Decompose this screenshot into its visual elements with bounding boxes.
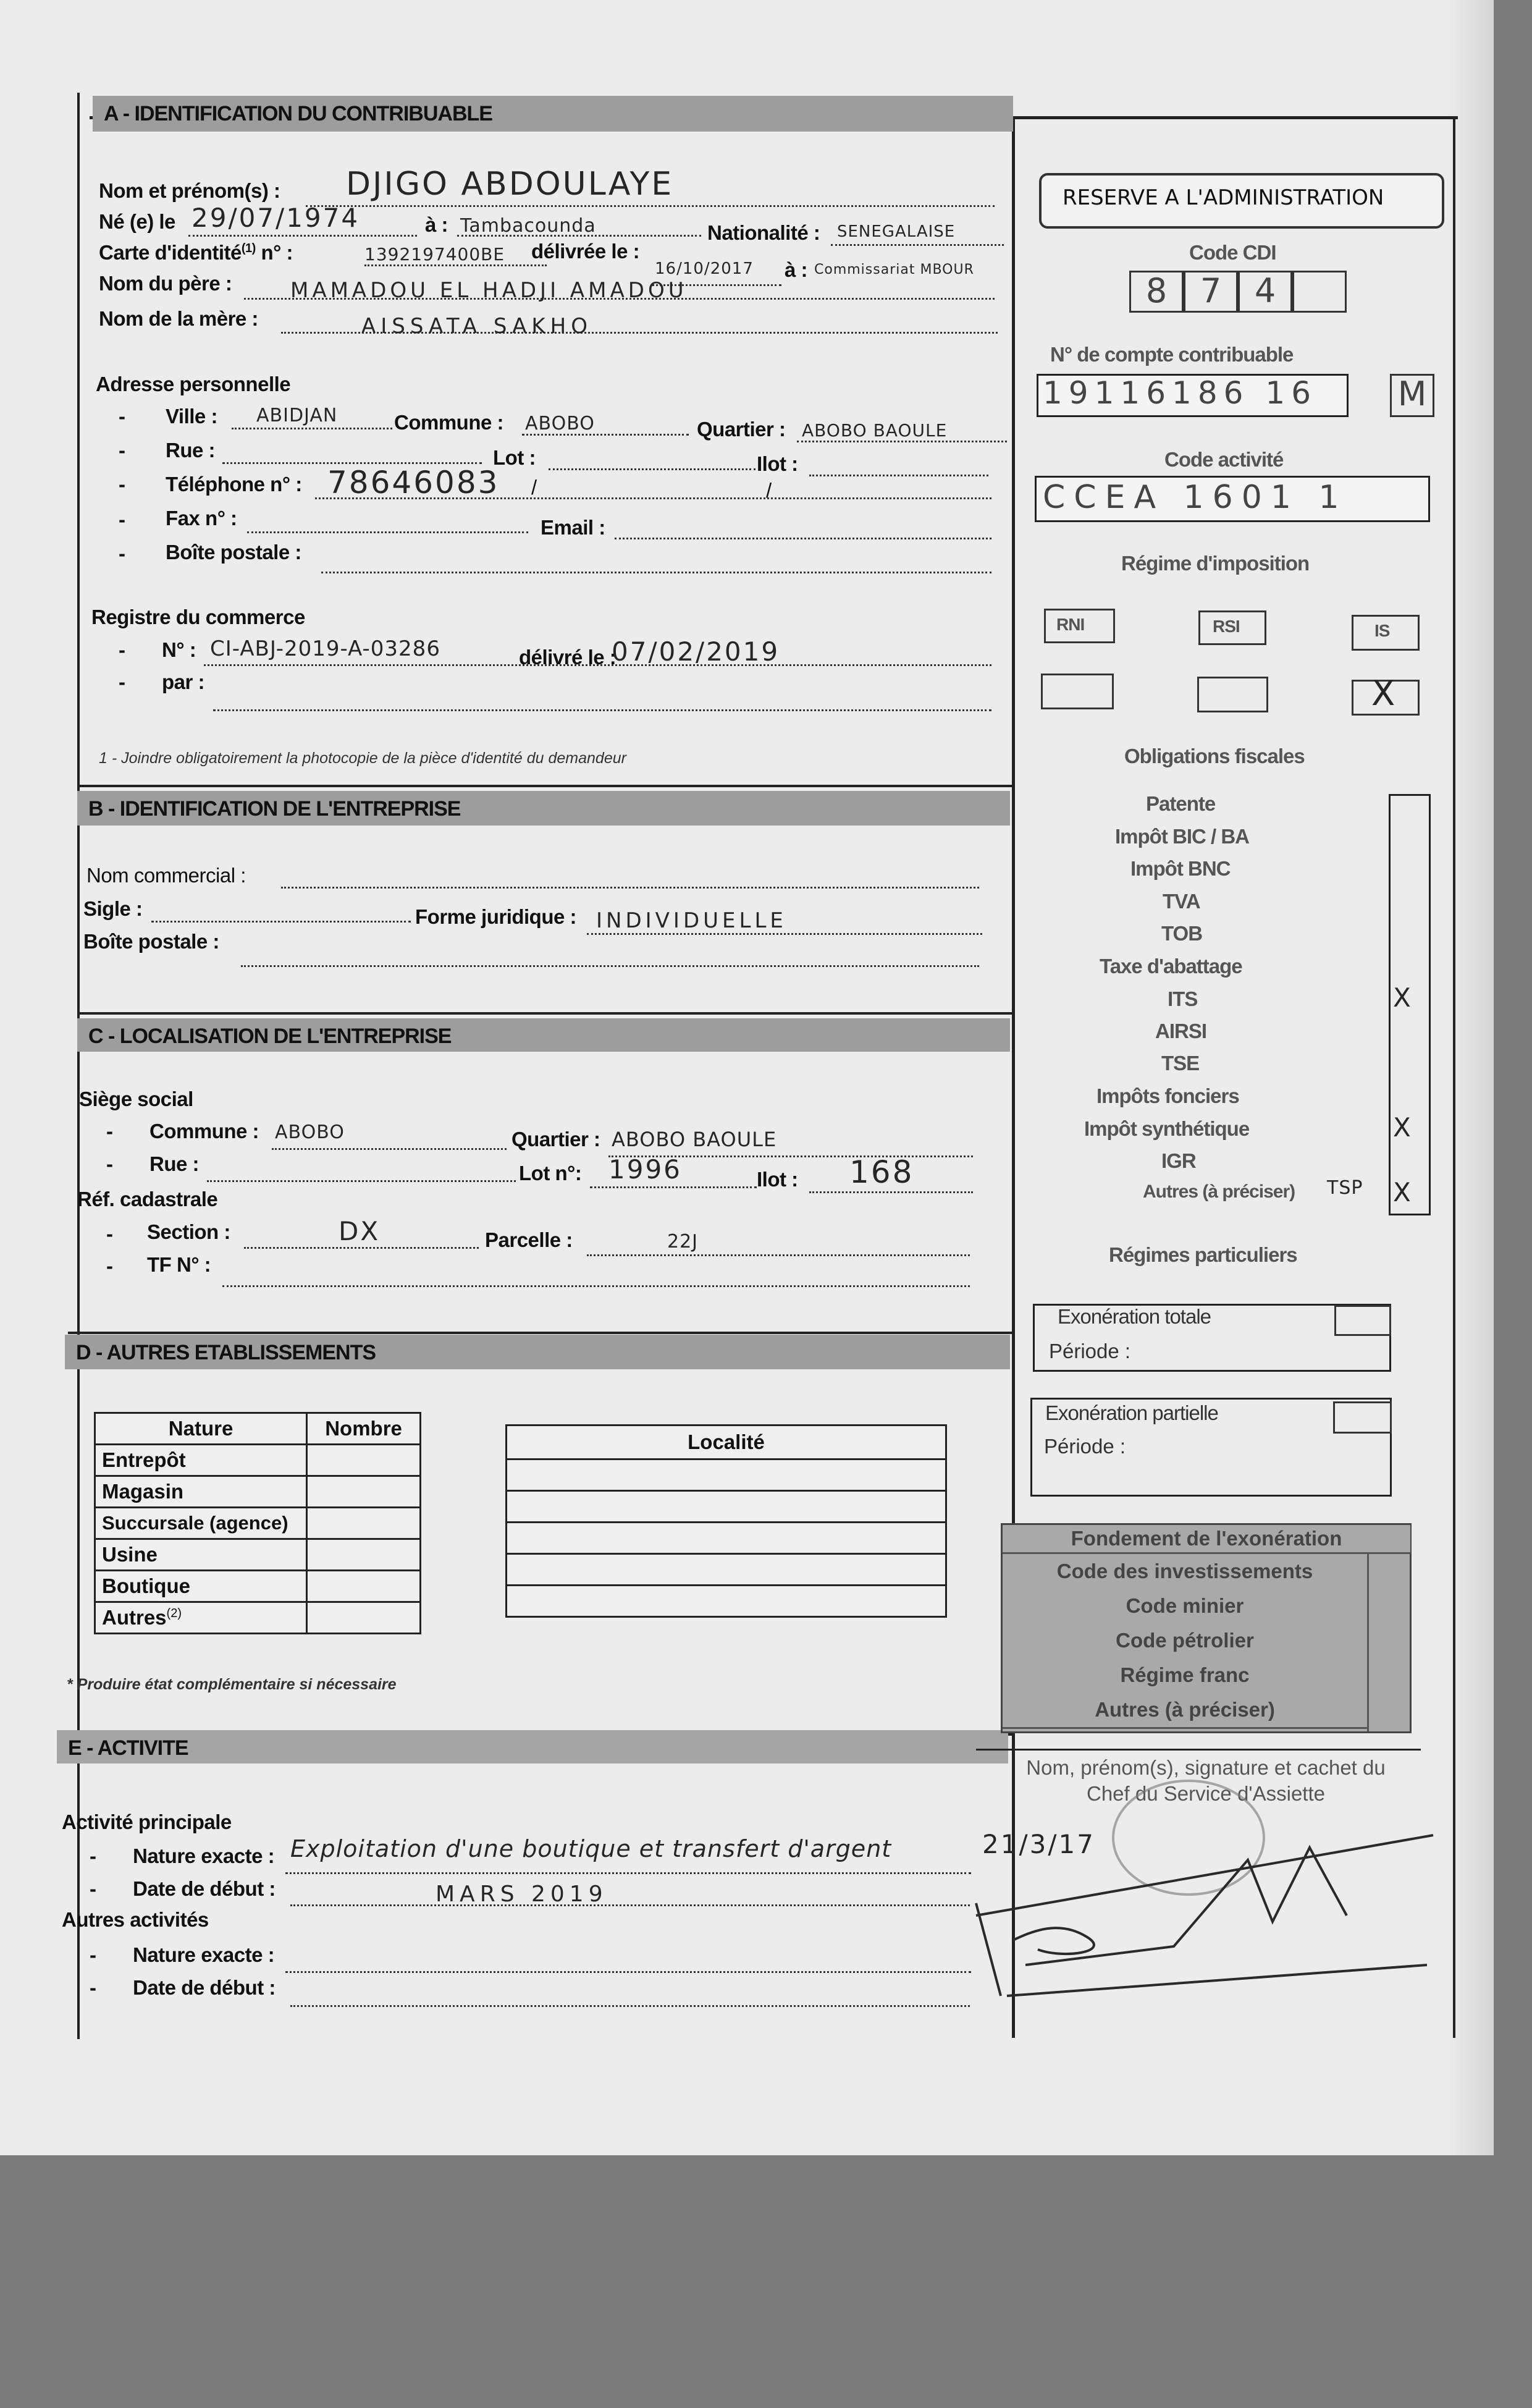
nationalite-label: Nationalité : [707, 221, 820, 244]
rsi-checkbox[interactable] [1197, 677, 1268, 712]
cdi-digit: 7 [1184, 271, 1238, 313]
obligations-label: Obligations fiscales [1124, 745, 1305, 767]
c-quartier-label: Quartier : [511, 1128, 600, 1151]
bullet: - [119, 439, 125, 462]
section-a-header: A - IDENTIFICATION DU CONTRIBUABLE [93, 96, 1013, 132]
quartier-value: ABOBO BAOULE [802, 420, 948, 441]
carte-line [364, 264, 547, 266]
fondement-row: Régime franc [1003, 1658, 1367, 1694]
bullet: - [106, 1152, 113, 1175]
c-rue-label: Rue : [149, 1152, 199, 1175]
autres-date-label: Date de début : [133, 1976, 276, 1999]
admin-title: RESERVE A L'ADMINISTRATION [1063, 185, 1384, 210]
nom-value: DJIGO ABDOULAYE [346, 166, 674, 203]
compte-value: 19116186 16 [1043, 375, 1318, 411]
pere-value: MAMADOU EL HADJI AMADOU [290, 278, 688, 303]
section-e-header: E - ACTIVITE [57, 1730, 1008, 1764]
is-check-mark: X [1371, 674, 1397, 714]
bullet: - [119, 405, 125, 428]
fondement-row: Code des investissements [1003, 1554, 1367, 1591]
mere-label: Nom de la mère : [99, 307, 258, 330]
obligation-label: ITS [1168, 987, 1198, 1010]
bullet: - [119, 638, 125, 661]
particuliers-label: Régimes particuliers [1109, 1243, 1297, 1266]
autres-date-line [290, 2005, 970, 2007]
periode2-label: Période : [1044, 1435, 1126, 1458]
localite-table [505, 1424, 947, 1618]
lot-line [549, 468, 755, 470]
c-ilot-value: 168 [849, 1154, 914, 1190]
section-b-header: B - IDENTIFICATION DE L'ENTREPRISE [77, 791, 1010, 826]
obligation-label: TSE [1161, 1052, 1200, 1075]
bullet: - [119, 670, 125, 693]
ne-label: Né (e) le [99, 210, 175, 233]
nationalite-line [831, 244, 1004, 246]
exo-partielle-label: Exonération partielle [1045, 1401, 1218, 1424]
row-nature: Succursale (agence) [95, 1508, 307, 1539]
fondement-row: Code pétrolier [1003, 1623, 1367, 1660]
regime-label: Régime d'imposition [1121, 552, 1310, 575]
bp-line [321, 572, 991, 573]
rni-checkbox[interactable] [1041, 674, 1114, 709]
rsi-label: RSI [1213, 617, 1240, 636]
nom-commercial-label: Nom commercial : [86, 864, 246, 887]
section-d-top-line [68, 1332, 1013, 1334]
c-ilot-line [809, 1191, 973, 1193]
compte-key: M [1390, 374, 1434, 417]
localite-cell[interactable] [507, 1460, 946, 1491]
obligation-label: IGR [1161, 1149, 1196, 1172]
row-nombre[interactable] [307, 1602, 421, 1634]
tf-label: TF N° : [147, 1253, 211, 1276]
c-lot-label: Lot n°: [519, 1162, 582, 1185]
fax-label: Fax n° : [166, 507, 237, 530]
activite-label: Code activité [1164, 448, 1284, 471]
exo-totale-label: Exonération totale [1058, 1305, 1211, 1328]
nature-line [285, 1872, 971, 1874]
c-lot-line [590, 1186, 757, 1188]
c-ilot-label: Ilot : [757, 1168, 798, 1191]
siege-title: Siège social [79, 1088, 193, 1110]
email-label: Email : [541, 516, 605, 539]
fondement-title: Fondement de l'exonération [1003, 1525, 1410, 1554]
rue-label: Rue : [166, 439, 215, 462]
sigle-line [151, 921, 411, 923]
commune-value: ABOBO [525, 413, 595, 434]
adresse-title: Adresse personnelle [96, 373, 291, 395]
localite-cell[interactable] [507, 1491, 946, 1523]
col-nature: Nature [95, 1413, 307, 1445]
its-mark: X [1393, 982, 1413, 1013]
row-nombre[interactable] [307, 1571, 421, 1602]
autres-title: Autres activités [62, 1908, 209, 1931]
ref-title: Réf. cadastrale [77, 1188, 218, 1210]
mere-value: AISSATA SAKHO [361, 314, 592, 339]
signature-label: Nom, prénom(s), signature et cachet du Chef du Service d'Assiette [1026, 1756, 1386, 1805]
bullet: - [106, 1254, 113, 1277]
tel-label: Téléphone n° : [166, 473, 302, 496]
bp-label: Boîte postale : [166, 541, 301, 564]
localite-cell[interactable] [507, 1586, 946, 1617]
row-nature: Usine [95, 1539, 307, 1571]
fondement-row: Autres (à préciser) [1003, 1692, 1367, 1729]
exo-totale-checkbox[interactable] [1334, 1305, 1391, 1336]
delivree-a-label: à : [785, 258, 808, 281]
par-label: par : [162, 670, 205, 693]
synthetique-mark: X [1393, 1112, 1413, 1143]
bullet: - [106, 1222, 113, 1245]
b-bp-line [241, 965, 979, 967]
compte-label: N° de compte contribuable [1050, 343, 1294, 366]
obligation-label: AIRSI [1155, 1020, 1207, 1042]
section-d-header: D - AUTRES ETABLISSEMENTS [65, 1335, 1010, 1369]
ilot-line [809, 475, 988, 476]
date-line [290, 1904, 970, 1906]
signature-scribble [964, 1810, 1458, 2008]
rc-delivre-value: 07/02/2019 [612, 636, 780, 667]
section-line [244, 1247, 479, 1249]
frame-right [1453, 116, 1455, 2038]
row-nature: Boutique [95, 1571, 307, 1602]
delivree-label: délivrée le : [531, 240, 640, 263]
activite-value: CCEA 1601 1 [1043, 479, 1348, 516]
quartier-label: Quartier : [697, 418, 786, 441]
nom-commercial-line [281, 887, 979, 889]
parcelle-line [587, 1254, 970, 1256]
exo-partielle-checkbox[interactable] [1333, 1401, 1392, 1434]
bullet: - [90, 1976, 96, 1999]
establishments-table [94, 1412, 421, 1634]
tf-line [222, 1285, 970, 1287]
par-line [213, 709, 991, 711]
b-bp-label: Boîte postale : [83, 930, 219, 953]
tel-value: 78646083 [327, 465, 500, 501]
parcelle-label: Parcelle : [485, 1228, 573, 1251]
cdi-digit: 8 [1129, 271, 1184, 313]
obligation-label: TOB [1161, 922, 1203, 945]
bullet: - [90, 1943, 96, 1966]
obligation-label: Patente [1146, 792, 1216, 815]
autres-nature-line [285, 1971, 971, 1973]
carte-value: 1392197400BE [364, 244, 505, 264]
col-nombre: Nombre [307, 1413, 421, 1445]
delivree-value: 16/10/2017 [655, 260, 754, 278]
date-value: MARS 2019 [436, 1882, 608, 1907]
principale-title: Activité principale [62, 1810, 232, 1833]
section-c-top-line [77, 1012, 1013, 1015]
obligation-label: Taxe d'abattage [1100, 955, 1242, 978]
c-rue-line [207, 1180, 516, 1182]
signature-date: 21/3/17 [982, 1829, 1095, 1859]
forme-line [587, 933, 982, 935]
cdi-digit [1292, 271, 1347, 313]
date-label: Date de début : [133, 1877, 276, 1900]
c-commune-label: Commune : [149, 1120, 259, 1143]
bullet: - [119, 473, 125, 496]
nature-label: Nature exacte : [133, 1844, 275, 1867]
forme-label: Forme juridique : [415, 905, 577, 928]
ne-value: 29/07/1974 [192, 203, 360, 233]
row-nature: Autres$^{(2)}$ [95, 1602, 307, 1634]
delivree-a-value: Commissariat MBOUR [814, 262, 974, 277]
ne-a-label: à : [425, 213, 448, 236]
section-value: DX [339, 1216, 381, 1246]
tel-separator-2: / [766, 479, 772, 502]
periode-label: Période : [1049, 1340, 1131, 1362]
section-label: Section : [147, 1220, 230, 1243]
bullet: - [90, 1877, 96, 1900]
row-nature: Entrepôt [95, 1445, 307, 1476]
cdi-digit: 4 [1238, 271, 1292, 313]
obligation-label: Impôts fonciers [1096, 1084, 1239, 1107]
lot-label: Lot : [493, 446, 536, 469]
ville-label: Ville : [166, 405, 217, 428]
bullet: - [90, 1844, 96, 1867]
parcelle-value: 22J [667, 1231, 699, 1253]
obligation-label: Impôt BNC [1130, 857, 1231, 880]
rue-line [222, 462, 482, 464]
autres-precision: TSP [1327, 1177, 1363, 1199]
fondement-check-column [1367, 1552, 1369, 1731]
nationalite-value: SENEGALAISE [837, 222, 956, 241]
registre-title: Registre du commerce [91, 606, 305, 628]
nom-label: Nom et prénom(s) : [99, 179, 280, 202]
localite-cell[interactable] [507, 1523, 946, 1554]
row-nature: Magasin [95, 1476, 307, 1508]
email-line [615, 538, 991, 539]
code-cdi-label: Code CDI [1189, 241, 1276, 264]
nature-value: Exploitation d'une boutique et transfert d'argent [290, 1835, 892, 1862]
quartier-line [797, 441, 1007, 442]
section-b-top-line [77, 785, 1013, 787]
ville-value: ABIDJAN [256, 405, 338, 426]
col-localite: Localité [507, 1426, 946, 1460]
fondement-row: Code minier [1003, 1589, 1367, 1625]
ne-a-value: Tambacounda [460, 215, 596, 237]
carte-label: Carte d'identité$^{(1)}$ n° : [99, 241, 293, 264]
autres-nature-label: Nature exacte : [133, 1943, 275, 1966]
obligation-label: Impôt BIC / BA [1115, 825, 1249, 848]
rc-value: CI-ABJ-2019-A-03286 [210, 636, 440, 661]
sigle-label: Sigle : [83, 897, 143, 920]
section-d-note: * Produire état complémentaire si nécessaire [67, 1676, 397, 1693]
obligation-label: Autres (à préciser) [1143, 1181, 1295, 1202]
rc-delivre-label: délivré le : [519, 646, 617, 669]
obligation-label: TVA [1163, 890, 1200, 913]
bullet: - [119, 542, 125, 565]
c-commune-line [272, 1148, 507, 1150]
fax-line [247, 531, 528, 533]
forme-value: INDIVIDUELLE [596, 908, 787, 933]
section-c-header: C - LOCALISATION DE L'ENTREPRISE [77, 1018, 1010, 1052]
c-lot-value: 1996 [608, 1154, 682, 1185]
c-quartier-value: ABOBO BAOULE [612, 1128, 777, 1151]
ilot-label: Ilot : [757, 452, 798, 475]
nom-line [306, 205, 995, 207]
row-nombre[interactable] [307, 1508, 421, 1539]
autres-mark: X [1393, 1177, 1413, 1207]
localite-cell[interactable] [507, 1554, 946, 1586]
bullet: - [106, 1120, 113, 1143]
signature-area-top [976, 1749, 1421, 1751]
section-a-footnote: 1 - Joindre obligatoirement la photocopie de la pièce d'identité du demandeur [99, 750, 626, 767]
row-nombre[interactable] [307, 1445, 421, 1476]
ne-line [188, 235, 417, 237]
obligation-label: Impôt synthétique [1084, 1117, 1250, 1140]
tel-separator-1: / [531, 476, 537, 499]
ville-line [232, 428, 392, 429]
row-nombre[interactable] [307, 1476, 421, 1508]
commune-label: Commune : [394, 411, 503, 434]
c-commune-value: ABOBO [275, 1122, 345, 1143]
pere-label: Nom du père : [99, 272, 232, 295]
row-nombre[interactable] [307, 1539, 421, 1571]
rni-label: RNI [1056, 615, 1085, 634]
bullet: - [119, 508, 125, 531]
is-label: IS [1374, 621, 1390, 640]
rc-n-label: N° : [162, 638, 196, 661]
